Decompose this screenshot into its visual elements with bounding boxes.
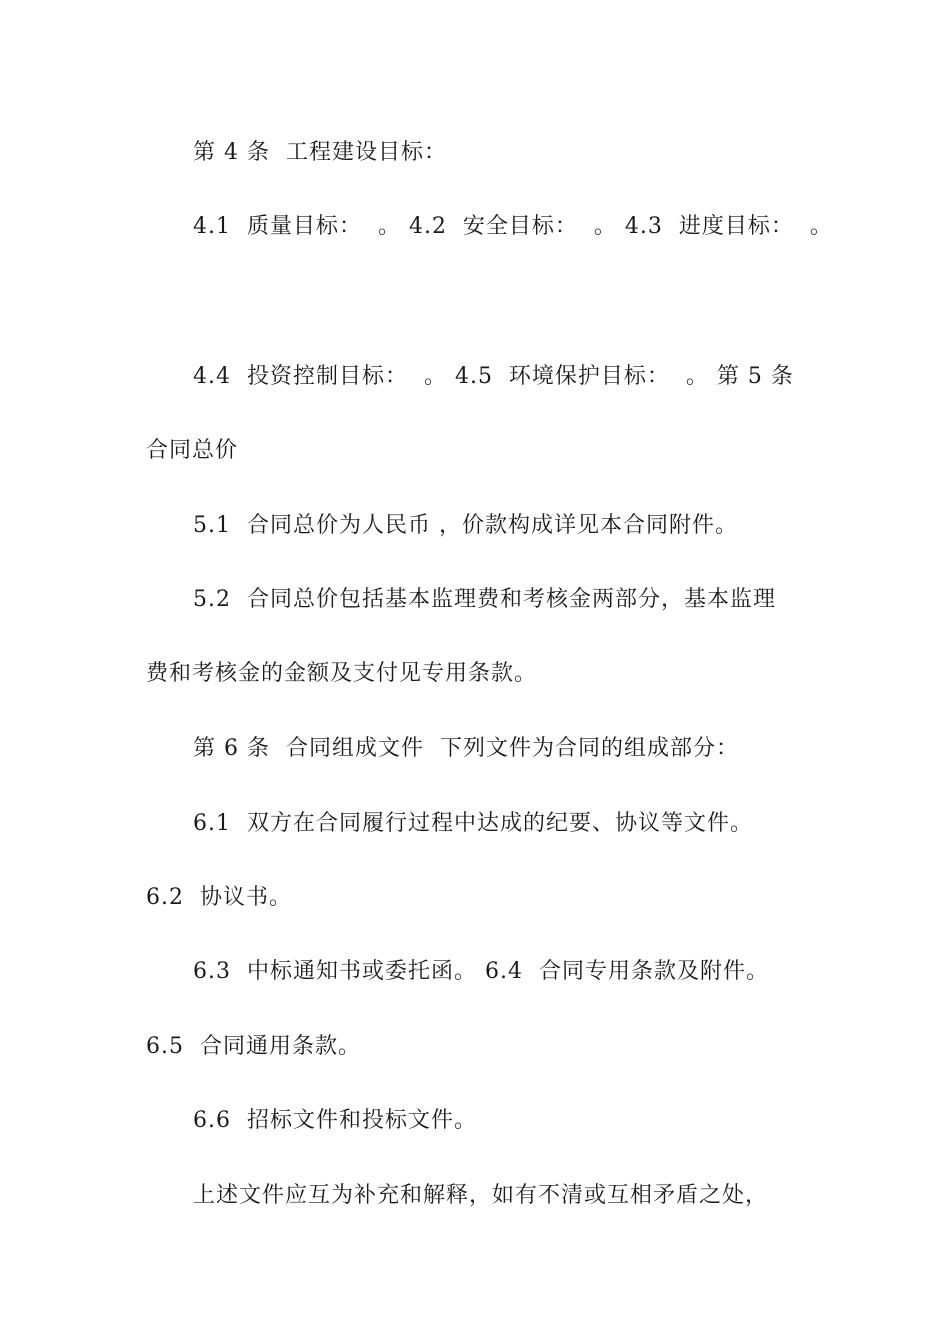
clause-5-2: 5.2 合同总价包括基本监理费和考核金两部分，基本监理 bbox=[193, 587, 776, 612]
article-5-title: 合同总价 bbox=[146, 438, 239, 463]
clause-5-2-continued: 费和考核金的金额及支付见专用条款。 bbox=[146, 661, 538, 686]
clause-6-6: 6.6 招标文件和投标文件。 bbox=[193, 1108, 477, 1133]
clause-6-5: 6.5 合同通用条款。 bbox=[146, 1034, 361, 1059]
clause-4-1-4-3: 4.1 质量目标： 。 4.2 安全目标： 。 4.3 进度目标： 。 bbox=[193, 214, 833, 239]
clause-6-3-6-4: 6.3 中标通知书或委托函。 6.4 合同专用条款及附件。 bbox=[193, 959, 769, 984]
clause-5-1: 5.1 合同总价为人民币 ，价款构成详见本合同附件。 bbox=[193, 513, 738, 538]
clause-4-4-4-5: 4.4 投资控制目标： 。 4.5 环境保护目标： 。 第 5 条 bbox=[193, 364, 794, 389]
clause-6-2: 6.2 协议书。 bbox=[146, 885, 292, 910]
precedence-paragraph: 上述文件应互为补充和解释，如有不清或互相矛盾之处， bbox=[193, 1183, 769, 1208]
article-6-heading: 第 6 条 合同组成文件 下列文件为合同的组成部分： bbox=[193, 736, 739, 761]
clause-6-1: 6.1 双方在合同履行过程中达成的纪要、协议等文件。 bbox=[193, 811, 753, 836]
article-4-heading: 第 4 条 工程建设目标： bbox=[193, 140, 447, 165]
